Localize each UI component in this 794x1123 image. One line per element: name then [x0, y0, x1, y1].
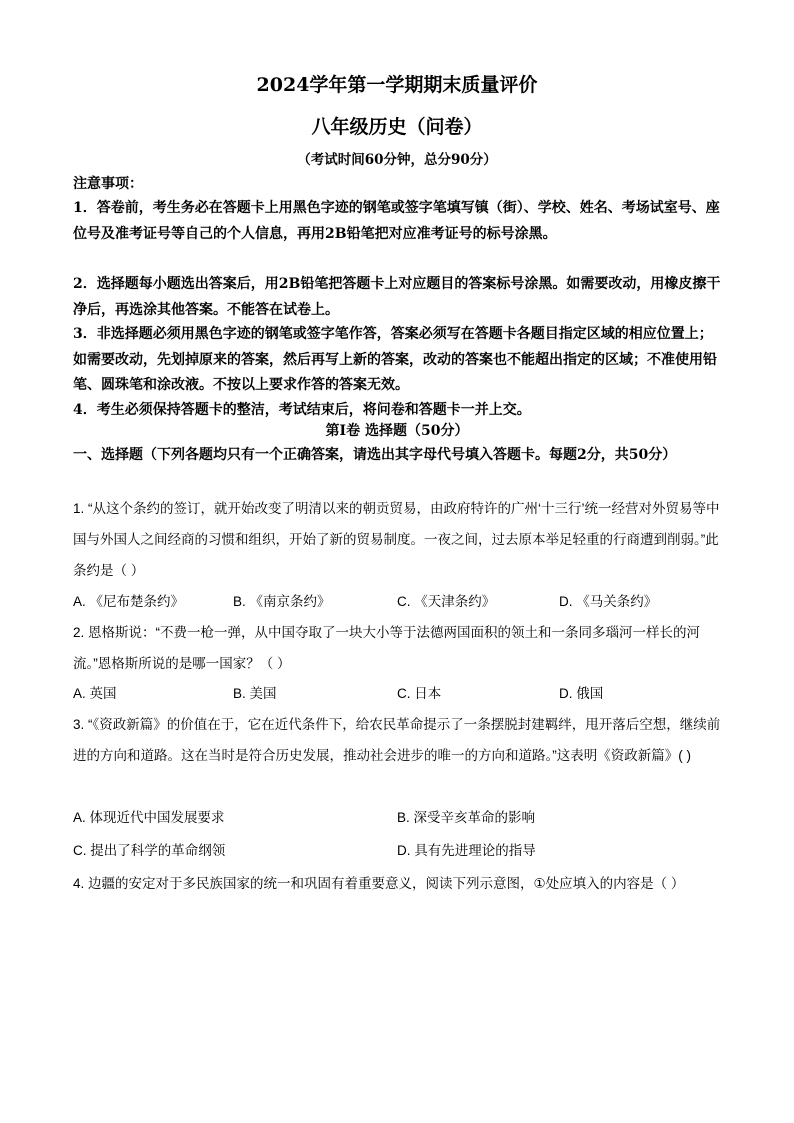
question-4-stem: 4. 边疆的安定对于多民族国家的统一和巩固有着重要意义，阅读下列示意图，①处应填入的内容是（ ） [73, 876, 685, 891]
option-c: C. 提出了科学的革命纲领 [73, 843, 226, 858]
question-1-options [73, 590, 721, 614]
option-b: B. 美国 [233, 686, 277, 701]
section-heading: 一、选择题（下列各题均只有一个正确答案，请选出其字母代号填入答题卡。每题2分，共50分） [73, 447, 677, 463]
question-3-stem: 3. “《资政新篇》的价值在于，它在近代条件下，给农民革命提示了一条摆脱封建羁绊，甩开落后空想，继续前进的方向和道路。这在当时是符合历史发展，推动社会进步的唯一的方向和道路。”这表明《资政新篇》( ) [73, 717, 721, 763]
option-b: B. 深受辛亥革命的影响 [397, 810, 536, 825]
option-a: A. 《尼布楚条约》 [73, 594, 185, 609]
option-c: C. 《天津条约》 [397, 594, 496, 609]
option-a: A. 体现近代中国发展要求 [73, 810, 225, 825]
exam-subtitle: 八年级历史（问卷） [311, 116, 483, 138]
part-title: 第Ⅰ卷 选择题（50分） [325, 423, 469, 439]
notice-item-1: 1．答卷前，考生务必在答题卡上用黑色字迹的钢笔或签字笔填写镇（街）、学校、姓名、考场试室号、座位号及准考证号等自己的个人信息，再用2B铅笔把对应准考证号的标号涂黑。 [73, 200, 720, 242]
notice-item-2: 2．选择题每小题选出答案后，用2B铅笔把答题卡上对应题目的答案标号涂黑。如需要改动，用橡皮擦干净后，再选涂其他答案。不能答在试卷上。 [73, 276, 721, 318]
option-c: C. 日本 [397, 686, 442, 701]
question-1-stem: 1. “从这个条约的签订，就开始改变了明清以来的朝贡贸易，由政府特许的广州‘十三行’统一经营对外贸易等中国与外国人之间经商的习惯和组织，开始了新的贸易制度。一夜之间，过去原本举足轻重的行商遭到削弱。”此条约是（ ） [73, 501, 720, 578]
question-3-options-row-1 [73, 806, 721, 830]
question-2-options [73, 682, 721, 706]
option-d: D. 具有先进理论的指导 [397, 843, 536, 858]
option-a: A. 英国 [73, 686, 117, 701]
question-2-stem: 2. 恩格斯说：“不费一枪一弹，从中国夺取了一块大小等于法德两国面积的领土和一条同多瑙河一样长的河流。”恩格斯所说的是哪一国家？（ ） [73, 625, 701, 671]
notice-heading: 注意事项： [73, 176, 143, 192]
question-3-options-row-2 [73, 839, 721, 863]
notice-item-4: 4．考生必须保持答题卡的整洁，考试结束后，将问卷和答题卡一并上交。 [73, 402, 531, 418]
option-b: B. 《南京条约》 [233, 594, 331, 609]
notice-item-3: 3．非选择题必须用黑色字迹的钢笔或签字笔作答，答案必须写在答题卡各题目指定区域的相应位置上；如需要改动，先划掉原来的答案，然后再写上新的答案，改动的答案也不能超出指定的区域；不准使用铅笔、圆珠笔和涂改液。不按以上要求作答的答案无效。 [73, 326, 717, 393]
option-d: D. 俄国 [559, 686, 604, 701]
exam-info: （考试时间60分钟，总分90分） [297, 152, 497, 168]
option-d: D. 《马关条约》 [559, 594, 658, 609]
exam-title: 2024学年第一学期期末质量评价 [256, 74, 538, 96]
